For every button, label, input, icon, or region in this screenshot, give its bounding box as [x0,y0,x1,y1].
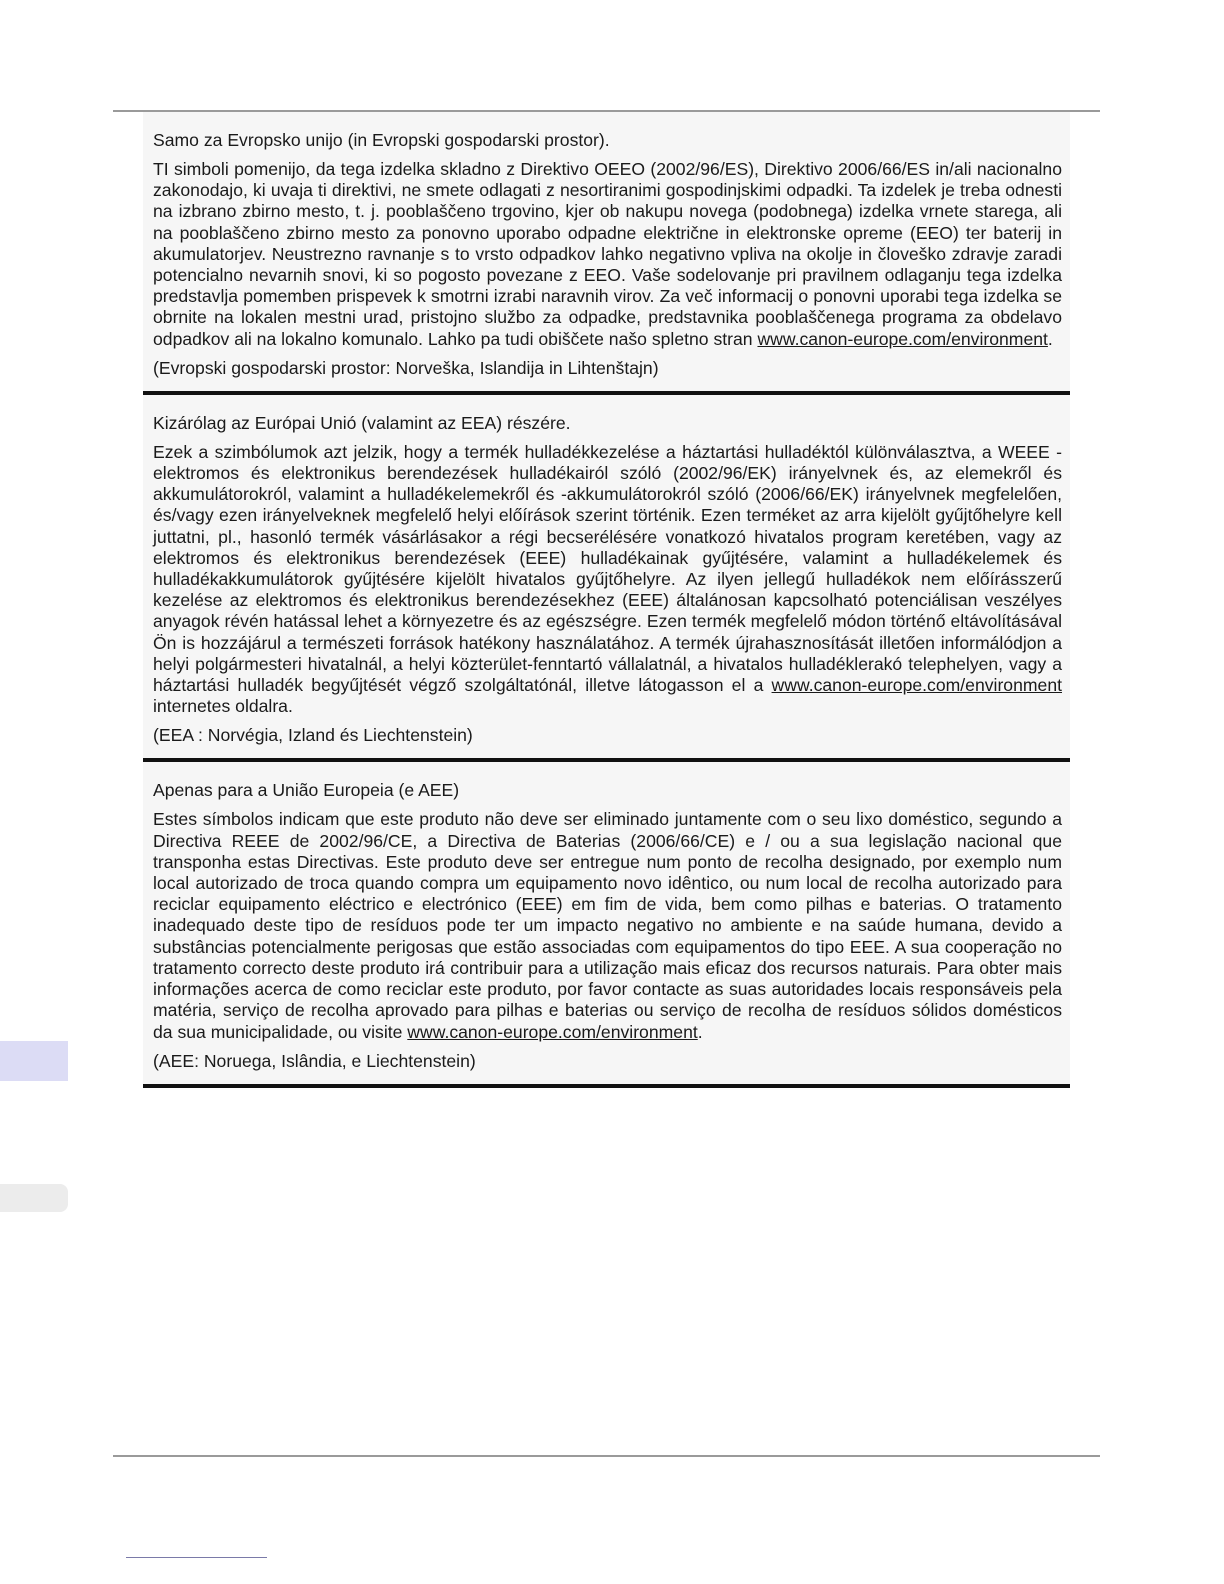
side-tab-lower[interactable] [0,1184,68,1212]
footer-link-line [126,1557,267,1558]
bottom-rule [113,1455,1100,1457]
section-body-after-link: . [697,1021,703,1042]
section-note: (AEE: Noruega, Islândia, e Liechtenstein) [153,1050,476,1071]
environment-link[interactable]: www.canon-europe.com/environment [771,675,1062,696]
section-body-text: Estes símbolos indicam que este produto não deve ser eliminado juntamente com o seu lixo doméstico, segundo a Directiva REEE de 2002/96/CE, a Directiva de Baterias (2006/66/CE) e / ou a sua legislação nacional que transponha estas Directivas. Este produto deve ser entregue num ponto de recolha designado, por exemplo num local autorizado de troca quando compra um equipamento novo idêntico, ou num local de recolha autorizado para reciclar equipamento eléctrico e electrónico (EEE) em fim de vida, bem como pilhas e baterias. O tratamento inadequado deste tipo de resíduos pode ter um impacto negativo no ambiente e na saúde humana, devido a substâncias potencialmente perigosas que estão associadas com equipamentos do tipo EEE. A sua cooperação no tratamento correcto deste produto irá contribuir para a utilização mais eficaz dos recursos naturais. Para obter mais informações acerca de como reciclar este produto, por favor contacte as suas autoridades locais responsáveis pela matéria, serviço de recolha aprovado para pilhas e baterias ou serviço de recolha de resíduos sólidos domésticos da sua municipalidade, ou visite [153,809,1062,1042]
section-note: (Evropski gospodarski prostor: Norveška, Islandija in Lihtenštajn) [153,357,659,378]
section-body-after-link: . [1047,328,1053,349]
document-content [143,112,1070,1088]
chapter-side-tab[interactable] [0,1041,68,1081]
environment-link[interactable]: www.canon-europe.com/environment [757,328,1048,349]
environment-link[interactable]: www.canon-europe.com/environment [407,1021,698,1042]
section-heading: Kizárólag az Európai Unió (valamint az EEA) részére. [153,412,571,433]
section-slovenian [143,112,1070,395]
section-body-text: Ezek a szimbólumok azt jelzik, hogy a termék hulladékkezelése a háztartási hulladéktól különválasztva, a WEEE - elektromos és elektronikus berendezések hulladékairól szóló (2002/96/EK) irányelvnek és, az elemekről és akkumulátorokról, valamint a hulladékelemekről és -akkumulátorokról szóló (2006/66/EK) irányelvnek megfelelően, és/vagy ezen irányelveknek megfelelő helyi előírások szerint történik. Ezen terméket az arra kijelölt gyűjtőhelyre kell juttatni, pl., hasonló termék vásárlásakor a régi becserélésére vonatkozó hivatalos program keretében, vagy az elektromos és elektronikus berendezések (EEE) hulladékainak gyűjtésére, valamint a hulladékelemek és hulladékakkumulátorok gyűjtésére kijelölt hivatalos gyűjtőhelyre. Az ilyen jellegű hulladékok nem előírásszerű kezelése az elektromos és elektronikus berendezésekhez (EEE) általánosan kapcsolható potenciálisan veszélyes anyagok révén hatással lehet a környezetre és az egészségre. Ezen termék megfelelő módon történő eltávolításával Ön is hozzájárul a természeti források hatékony használatához. A termék újrahasznosítását illetően informálódjon a helyi polgármesteri hivatalnál, a helyi közterület-fenntartó vállalatnál, a hivatalos hulladéklerakó telephelyen, vagy a háztartási hulladék begyűjtését végző szolgáltatónál, illetve látogasson el a [153,441,1062,696]
section-heading: Apenas para a União Europeia (e AEE) [153,780,460,801]
section-body-text: TI simboli pomenijo, da tega izdelka skladno z Direktivo OEEO (2002/96/ES), Direktivo 2006/66/ES in/ali nacionalno zakonodajo, ki uvaja ti direktivi, ne smete odlagati z nesortiranimi gospodinjskimi odpadki. Ta izdelek je treba odnesti na izbrano zbirno mesto, t. j. pooblaščeno trgovino, kjer ob nakupu novega (podobnega) izdelka vrnete starega, ali na pooblaščeno zbirno mesto za ponovno uporabo odpadne električne in elektronske opreme (EEO) ter baterij in akumulatorjev. Neustrezno ravnanje s to vrsto odpadkov lahko negativno vpliva na okolje in človeško zdravje zaradi potencialno nevarnih snovi, ki so pogosto povezane z EEO. Vaše sodelovanje pri pravilnem odlaganju tega izdelka predstavlja pomemben prispevek k smotrni izrabi naravnih virov. Za več informacij o ponovni uporabi tega izdelka se obrnite na lokalen mestni urad, pristojno službo za odpadke, predstavnika pooblaščenega programa za obdelavo odpadkov ali na lokalno komunalo. Lahko pa tudi obiščete našo spletno stran [153,159,1062,349]
section-note: (EEA : Norvégia, Izland és Liechtenstein) [153,725,473,746]
section-hungarian [143,395,1070,763]
section-body-after-link: internetes oldalra. [153,696,293,717]
section-body [153,442,1062,718]
section-body [153,809,1062,1042]
section-portuguese [143,762,1070,1087]
section-body [153,159,1062,350]
section-heading: Samo za Evropsko unijo (in Evropski gospodarski prostor). [153,130,610,150]
